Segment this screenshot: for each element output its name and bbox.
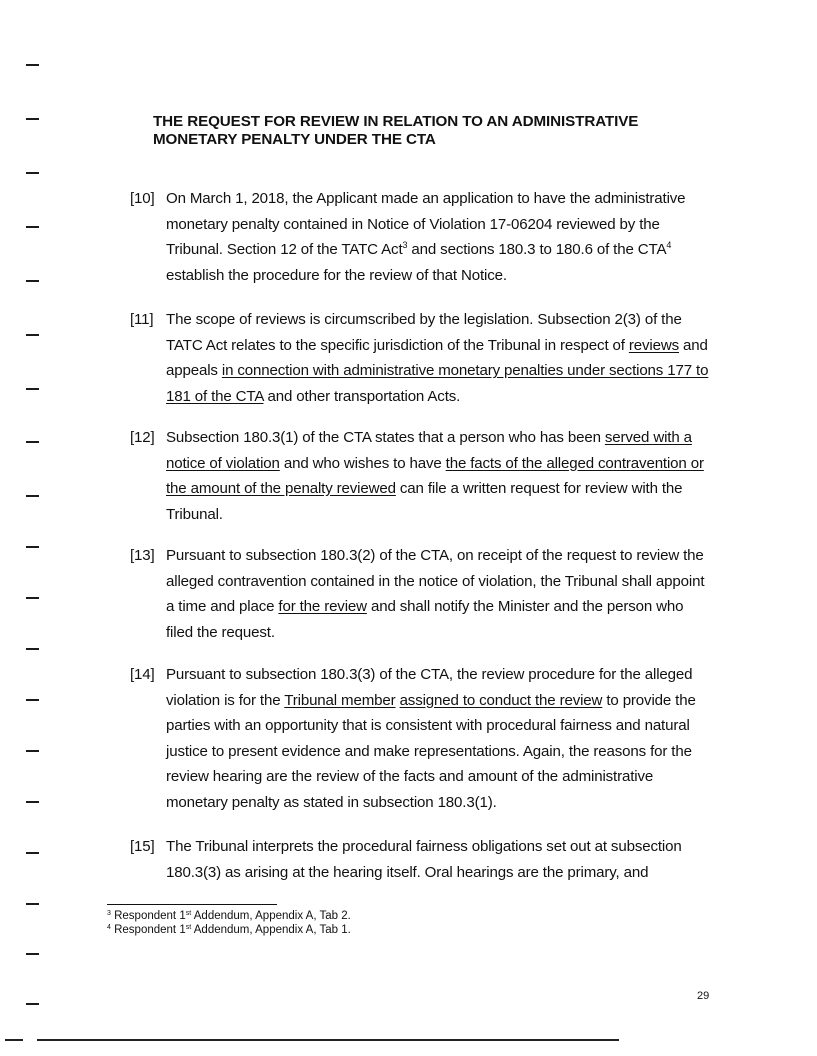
margin-dash	[26, 441, 39, 443]
text-run: establish the procedure for the review of that Notice.	[166, 266, 507, 284]
underlined-text: served with a notice of violation	[166, 429, 692, 472]
footnote-text-post: Addendum, Appendix A, Tab 1.	[191, 924, 351, 936]
footnote-3	[107, 910, 351, 923]
text-run: Pursuant to subsection 180.3(2) of the CTA, on receipt of the request to review the alleged contravention contained in the notice of violation, the Tribunal shall appoint a time and place	[166, 547, 705, 615]
text-run: and other transportation Acts.	[263, 387, 461, 405]
paragraph-10	[130, 186, 710, 288]
paragraph-body	[166, 425, 710, 527]
margin-dash	[26, 118, 39, 120]
margin-dash	[26, 495, 39, 497]
underlined-text: reviews	[628, 336, 679, 354]
paragraph-14	[130, 662, 710, 815]
text-run: Subsection 180.3(1) of the CTA states that a person who has been	[166, 429, 605, 446]
paragraph-number: [10]	[130, 190, 155, 207]
text-run: and who wishes to have	[279, 454, 446, 472]
footnote-text-pre: Respondent 1	[114, 910, 186, 922]
text-run: and sections 180.3 to 180.6 of the CTA	[407, 241, 667, 258]
text-run: and shall notify the Minister and the person who filed the request.	[166, 598, 684, 641]
text-run: can file a written request for review with the Tribunal.	[166, 480, 683, 523]
paragraph-number: [15]	[130, 838, 155, 855]
footnote-marker: 4	[107, 924, 111, 931]
underlined-text: the facts of the alleged contravention or the amount of the penalty reviewed	[166, 454, 704, 497]
footnote-reference: 4	[666, 240, 672, 250]
paragraph-body	[166, 834, 710, 885]
bottom-edge-line	[37, 1039, 619, 1041]
text-run: On March 1, 2018, the Applicant made an application to have the administrative monetary penalty contained in Notice of Violation 17-06204 reviewed by the Tribunal. Section 12 of the TATC Act	[166, 190, 686, 258]
paragraph-body	[166, 186, 710, 288]
text-run: The Tribunal interprets the procedural fairness obligations set out at subsection 180.3(3) as arising at the hearing itself. Oral hearings are the primary, and	[166, 838, 682, 881]
margin-dash	[26, 852, 39, 854]
margin-dash	[26, 226, 39, 228]
footnote-text-post: Addendum, Appendix A, Tab 2.	[191, 910, 351, 922]
margin-dash	[26, 953, 39, 955]
footnote-ordinal: st	[185, 924, 192, 931]
paragraph-body	[166, 543, 710, 645]
footnote-4	[107, 924, 351, 937]
text-run: Pursuant to subsection 180.3(3) of the CTA, the review procedure for the alleged violation is for the	[166, 666, 693, 709]
paragraph-11	[130, 307, 710, 409]
margin-dash	[26, 750, 39, 752]
footnote-text-pre: Respondent 1	[114, 924, 186, 936]
paragraph-body	[166, 307, 710, 409]
margin-dash	[26, 699, 39, 701]
text-run: The scope of reviews is circumscribed by the legislation. Subsection 2(3) of the TATC Act relates to the specific jurisdiction of the Tribunal in respect of	[166, 311, 682, 354]
section-heading	[153, 113, 713, 149]
paragraph-number: [13]	[130, 547, 155, 564]
footnote-reference: 3	[402, 240, 408, 250]
margin-dash	[26, 334, 39, 336]
underlined-text: Tribunal member	[284, 691, 396, 709]
margin-dash	[26, 1003, 39, 1005]
footnote-marker: 3	[107, 910, 111, 917]
underlined-text: assigned to conduct the review	[399, 691, 603, 709]
margin-dash	[26, 64, 39, 66]
underlined-text: for the review	[278, 598, 367, 615]
margin-dash	[26, 388, 39, 390]
paragraph-number: [11]	[130, 311, 154, 328]
margin-dash	[26, 172, 39, 174]
paragraph-12	[130, 425, 710, 527]
heading-line-1: THE REQUEST FOR REVIEW IN RELATION TO AN ADMINISTRATIVE	[153, 113, 639, 130]
paragraph-number: [14]	[130, 666, 155, 683]
margin-dash	[26, 546, 39, 548]
paragraph-13	[130, 543, 710, 645]
text-run: to provide the parties with an opportunity that is consistent with procedural fairness and natural justice to present evidence and make representations. Again, the reasons for the review hearing are the review of the facts and amount of the administrative monetary penalty as stated in subsection 180.3(1).	[166, 691, 696, 811]
margin-dash	[26, 280, 39, 282]
paragraph-number: [12]	[130, 429, 155, 446]
underlined-text: in connection with administrative monetary penalties under sections 177 to 181 of the CTA	[166, 362, 709, 405]
bottom-edge-mark	[5, 1039, 23, 1041]
margin-dash	[26, 903, 39, 905]
margin-dash	[26, 597, 39, 599]
heading-line-2: MONETARY PENALTY UNDER THE CTA	[153, 131, 436, 148]
page-number: 29	[697, 990, 710, 1002]
text-run: and appeals	[166, 336, 708, 379]
margin-dash	[26, 801, 39, 803]
footnote-separator	[107, 904, 277, 905]
paragraph-body	[166, 662, 710, 815]
margin-dash	[26, 648, 39, 650]
footnote-ordinal: st	[185, 910, 192, 917]
paragraph-15	[130, 834, 710, 885]
